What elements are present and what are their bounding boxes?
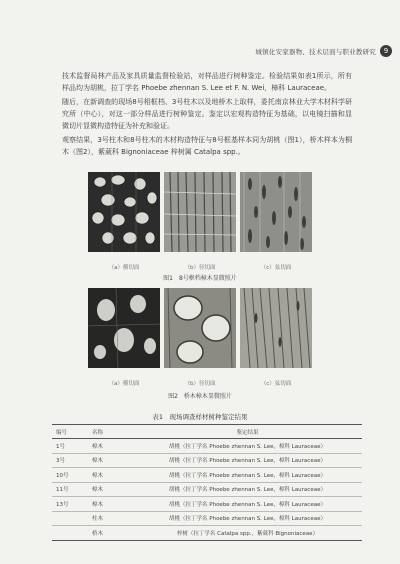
micrograph-radial-section-2 <box>164 288 236 368</box>
figure-2-panel-labels <box>88 379 316 387</box>
results-table <box>52 424 362 541</box>
cell-result: 胡桃（拉丁学名 Phoebe zhennan S. Lee，樟科 Lauraceae） <box>133 497 362 512</box>
cell-id: 11号 <box>52 482 91 497</box>
table-row <box>52 511 362 526</box>
column-header-result: 鉴定结果 <box>133 425 362 439</box>
micrograph-cross-section-2 <box>88 288 160 368</box>
figure-2-caption: 图2 桥木樟木显微照片 <box>168 393 232 400</box>
table-row <box>52 482 362 497</box>
micrograph-radial-section-1 <box>164 172 236 252</box>
micrograph-cross-section-1 <box>88 172 160 252</box>
micrograph-tangential-section-1 <box>240 172 312 252</box>
panel-label: （a）横切面 <box>108 381 140 387</box>
cell-name: 樟木 <box>91 439 133 454</box>
cell-name: 樟木 <box>91 453 133 468</box>
cell-result: 胡桃（拉丁学名 Phoebe zhennan S. Lee，樟科 Lauraceae） <box>133 511 362 526</box>
column-header-name: 名称 <box>91 425 133 439</box>
micrograph-tangential-section-2 <box>240 288 312 368</box>
panel-label: （c）弦切面 <box>260 265 292 271</box>
cell-result: 胡桃（拉丁学名 Phoebe zhennan S. Lee，樟科 Lauraceae） <box>133 453 362 468</box>
figure-1-panel-labels <box>88 263 316 271</box>
cell-name: 桥木 <box>91 526 133 541</box>
cell-result: 胡桃（拉丁学名 Phoebe zhennan S. Lee，樟科 Lauraceae） <box>133 482 362 497</box>
table-header-row <box>52 425 362 439</box>
cell-result: 梓树（拉丁学名 Catalpa spp.，紫葳科 Bignoniaceae） <box>133 526 362 541</box>
cell-id: 3号 <box>52 453 91 468</box>
cell-name: 樟木 <box>91 497 133 512</box>
page-number: 9 <box>380 45 392 57</box>
panel-label: （b）径切面 <box>184 265 216 271</box>
running-header <box>255 44 392 58</box>
table-row <box>52 439 362 454</box>
panel-label: （a）横切面 <box>108 265 140 271</box>
cell-name: 柱木 <box>91 511 133 526</box>
table-row <box>52 453 362 468</box>
paragraph-2: 随后，在新调查的现场8号相框档、3号柱木以及地桥木上取样，委托南京林业大学木材科学研究所（中心），对这一部分样品进行树种鉴定。鉴定以宏观构造特征为基础，以电镜扫描和显微切片显微构造特征为补充和验证。 <box>62 98 352 130</box>
paragraph-3: 观察结果，3号柱木和8号柱木的木材构造特征与8号框基样本同为胡桃（图1），桥木样本为桐木（图2），紫葳科 Bignoniaceae 梓树属 Catalpa spp.。 <box>62 136 352 156</box>
cell-id: 13号 <box>52 497 91 512</box>
table-row <box>52 526 362 541</box>
table-row <box>52 468 362 483</box>
table-caption: 表1 现场调查样材树种鉴定结果 <box>152 413 248 421</box>
figure-1 <box>88 172 312 252</box>
paragraph-1: 技术监督局林产品及家具质量监督检验站，对样品进行树种鉴定。检验结果如表1所示，所有样品均为胡桃，拉丁学名 Phoebe zhennan S. Lee et F. N. Wei，樟科 Lauraceae。 <box>62 72 352 92</box>
cell-id <box>52 526 91 541</box>
header-title: 城镇化安家器物、技术层面与职业教研究 <box>255 47 376 56</box>
panel-label: （b）径切面 <box>184 381 216 387</box>
figure-2 <box>88 288 312 368</box>
cell-id: 10号 <box>52 468 91 483</box>
figure-1-caption: 图1 8号框档樟木显微照片 <box>163 275 237 282</box>
column-header-id: 编号 <box>52 425 91 439</box>
panel-label: （c）弦切面 <box>260 381 292 387</box>
cell-result: 胡桃（拉丁学名 Phoebe zhennan S. Lee，樟科 Lauraceae） <box>133 468 362 483</box>
cell-result: 胡桃（拉丁学名 Phoebe zhennan S. Lee，樟科 Lauraceae） <box>133 439 362 454</box>
table-row <box>52 497 362 512</box>
cell-id <box>52 511 91 526</box>
cell-id: 1号 <box>52 439 91 454</box>
cell-name: 樟木 <box>91 468 133 483</box>
cell-name: 樟木 <box>91 482 133 497</box>
